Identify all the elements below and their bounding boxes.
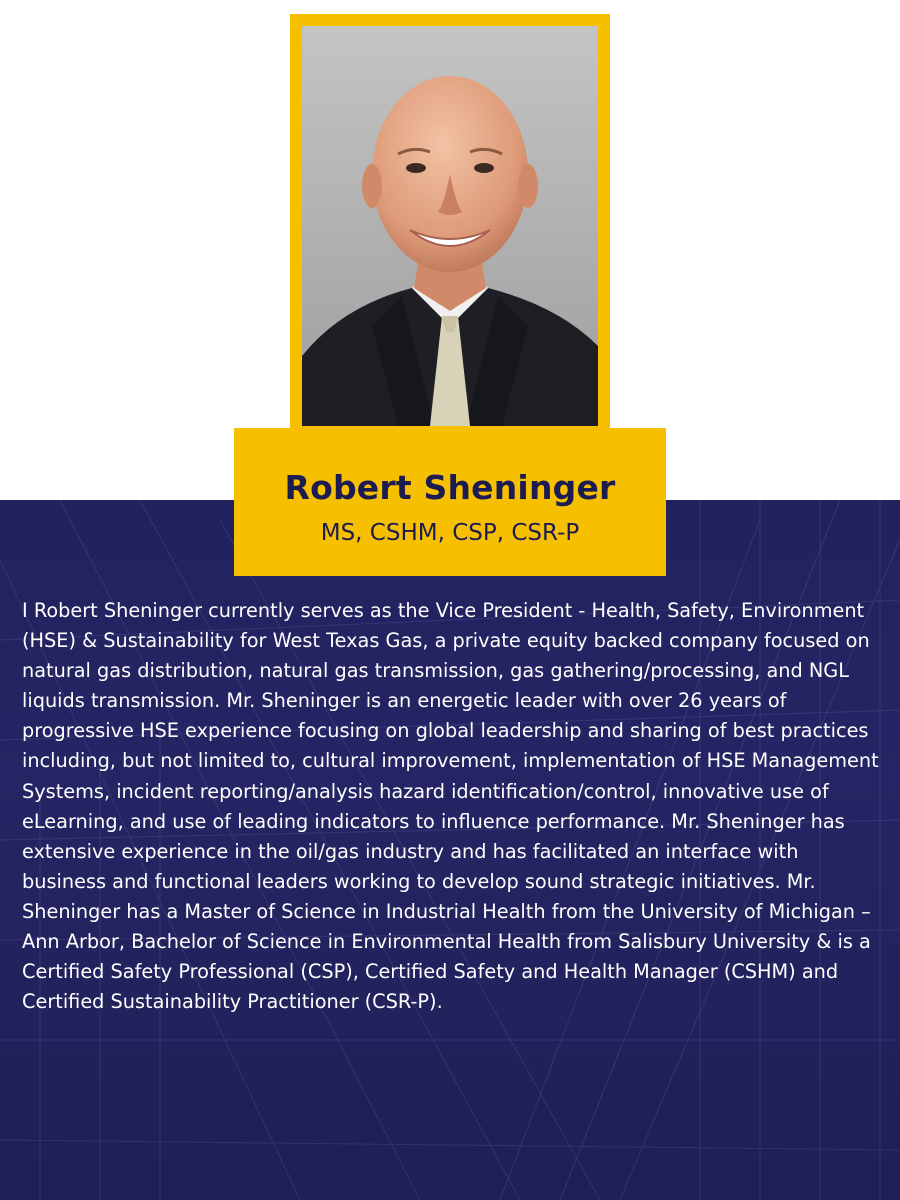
- portrait-photo: [302, 26, 598, 426]
- speaker-credentials: MS, CSHM, CSP, CSR-P: [320, 520, 580, 546]
- speaker-name: Robert Sheninger: [284, 468, 616, 507]
- speaker-bio: I Robert Sheninger currently serves as the Vice President - Health, Safety, Environment (HSE) & Sustainability for West Texas Gas, a private equity backed company focused on natural gas distribution, natural gas transmission, gas gathering/processing, and NGL liquids transmission. Mr. Sheninger is an energetic leader with over 26 years of progressive HSE experience focusing on global leadership and sharing of best practices including, but not limited to, cultural improvement, implementation of HSE Management Systems, incident reporting/analysis hazard identification/control, innovative use of eLearning, and use of leading indicators to influence performance. Mr. Sheninger has extensive experience in the oil/gas industry and has facilitated an interface with business and functional leaders working to develop sound strategic initiatives. Mr. Sheninger has a Master of Science in Industrial Health from the University of Michigan – Ann Arbor, Bachelor of Science in Environmental Health from Salisbury University & is a Certified Safety Professional (CSP), Certified Safety and Health Manager (CSHM) and Certified Sustainability Practitioner (CSR-P).: [22, 599, 879, 1014]
- name-card: [234, 428, 666, 576]
- portrait-illustration: [302, 26, 598, 426]
- photo-frame: [290, 14, 610, 434]
